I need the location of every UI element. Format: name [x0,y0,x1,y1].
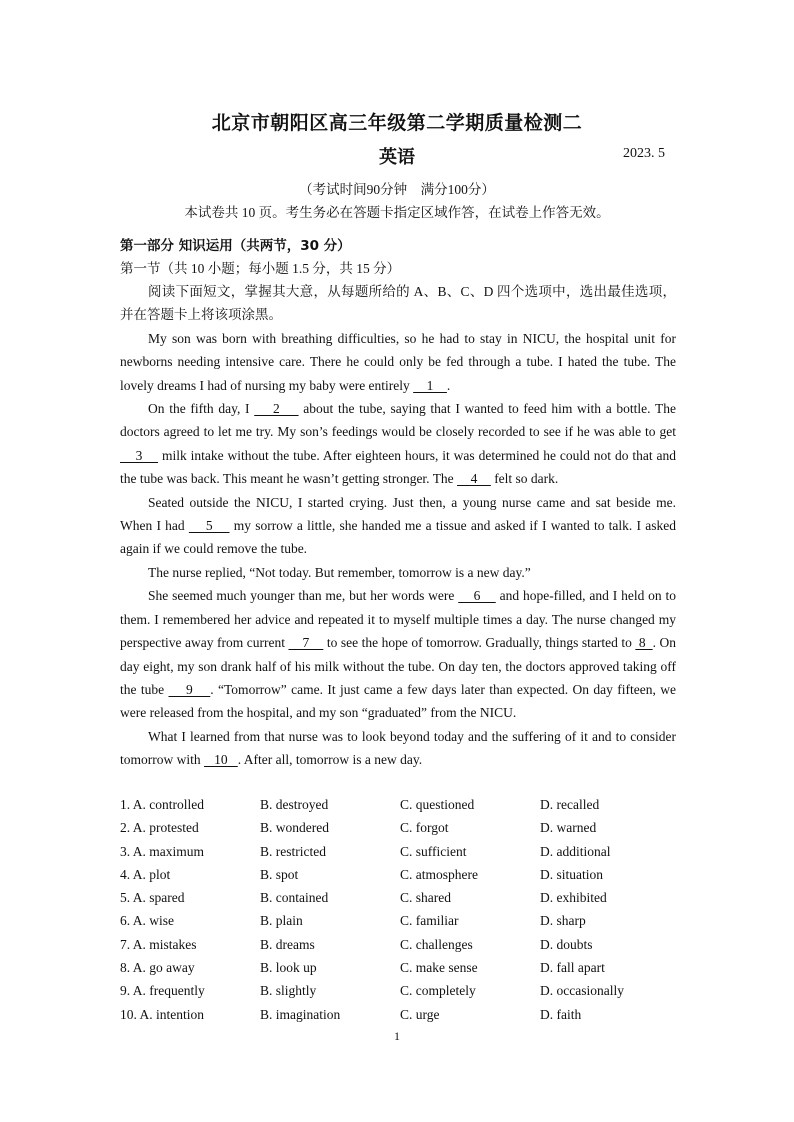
passage-paragraph: Seated outside the NICU, I started crying. Just then, a young nurse came and sat beside me. When I had 5 my sorrow a little, she handed me a tissue and asked if I wanted to talk. I asked again if we could remove the tube. [120,494,676,557]
page-number: 1 [394,1029,400,1043]
passage-paragraph: What I learned from that nurse was to look beyond today and the suffering of it and to consider tomorrow with 10 . After all, tomorrow is a new day. [120,728,676,768]
blank-4: 4 [457,471,491,487]
blank-2: 2 [254,401,299,417]
passage-paragraph: The nurse replied, “Not today. But remember, tomorrow is a new day.” [148,564,531,580]
option-row: 9. A. frequently B. slightly C. completely D. occasionally [120,983,624,999]
exam-info: （考试时间90分钟 满分100分） [299,182,495,197]
blank-3: 3 [120,447,159,463]
section-title: 第一节（共 10 小题；每小题 1.5 分，共 15 分） [120,261,401,276]
exam-date: 2023. 5 [623,146,665,161]
option-row: 4. A. plot B. spot C. atmosphere D. situation [120,866,603,882]
blank-7: 7 [288,635,324,651]
option-row: 6. A. wise B. plain C. familiar D. sharp [120,913,586,929]
option-row: 3. A. maximum B. restricted C. sufficient D. additional [120,843,611,859]
passage [120,280,676,772]
blank-6: 6 [458,588,496,604]
option-row: 7. A. mistakes B. dreams C. challenges D. doubts [120,936,593,952]
blank-8: 8 [635,635,653,651]
blank-10: 10 [204,752,238,768]
option-row: 1. A. controlled B. destroyed C. questioned D. recalled [120,797,600,812]
option-row: 10. A. intention B. imagination C. urge D. faith [120,1006,582,1022]
blank-5: 5 [188,518,230,534]
subject-heading: 英语 [379,147,415,168]
part-title: 第一部分 知识运用（共两节，30 分） [120,238,351,254]
answer-options [120,793,680,1026]
blank-1: 1 [413,377,447,393]
passage-paragraph: She seemed much younger than me, but her words were 6 and hope-filled, and I held on to them. I remembered her advice and repeated it to myself multiple times a day. The nurse changed my perspective away from current 7 to see the hope of tomorrow. Gradually, things started to 8 . On day eight, my son drank half of his milk without the tube. On day ten, the doctors approved taking off the tube 9 . “Tomorrow” came. It just came a few days later than expected. On day fifteen, we were released from the hospital, and my son “graduated” from the NICU. [120,588,677,721]
passage-paragraph: On the fifth day, I 2 about the tube, saying that I wanted to feed him with a bottle. The doctors agreed to let me try. My son’s feedings would be closely recorded to see if he was able to get 3 milk intake without the tube. After eighteen hours, it was determined he could not do that and the tube was back. This meant he wasn’t getting stronger. The 4 felt so dark. [120,401,677,487]
instructions: 阅读下面短文，掌握其大意，从每题所给的 A、B、C、D 四个选项中，选出最佳选项，并在答题卡上将该项涂黑。 [120,284,676,323]
option-row: 2. A. protested B. wondered C. forgot D. warned [120,820,597,836]
option-row: 5. A. spared B. contained C. shared D. exhibited [120,890,607,906]
blank-9: 9 [168,681,211,697]
exam-notice: 本试卷共 10 页。考生务必在答题卡指定区域作答，在试卷上作答无效。 [184,205,610,220]
exam-title: 北京市朝阳区高三年级第二学期质量检测二 [211,112,583,134]
option-row: 8. A. go away B. look up C. make sense D. fall apart [120,960,605,976]
passage-paragraph: My son was born with breathing difficulties, so he had to stay in NICU, the hospital unit for newborns needing intensive care. There he could only be fed through a tube. I hated the tube. The lovely dreams I had of nursing my baby were entirely 1 . [120,330,676,393]
